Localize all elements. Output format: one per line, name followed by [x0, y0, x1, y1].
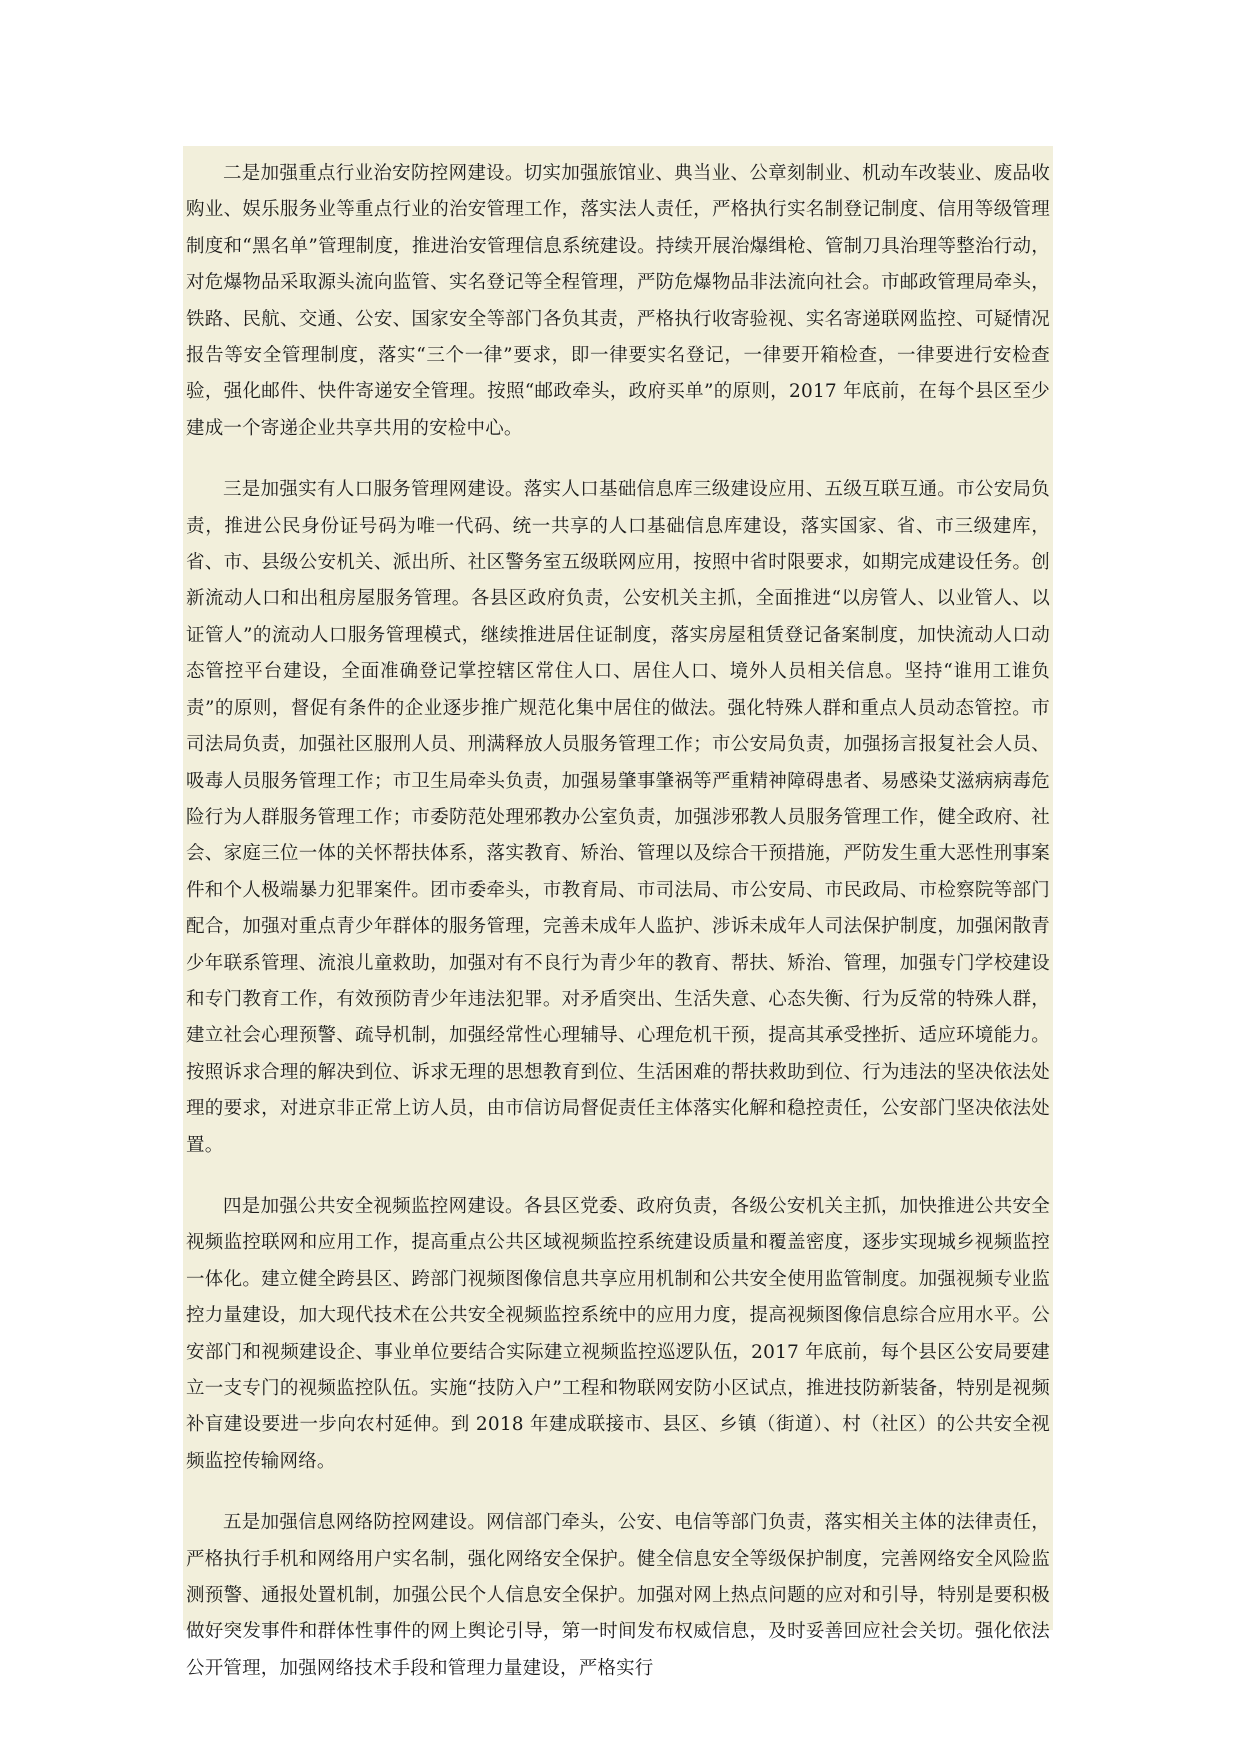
- paragraph-network-security: 五是加强信息网络防控网建设。网信部门牵头，公安、电信等部门负责，落实相关主体的法律责任，严格执行手机和网络用户实名制，强化网络安全保护。健全信息安全等级保护制度，完善网络安全风险监测预警、通报处置机制，加强公民个人信息安全保护。加强对网上热点问题的应对和引导，特别是要积极做好突发事件和群体性事件的网上舆论引导，第一时间发布权威信息，及时妥善回应社会关切。强化依法公开管理，加强网络技术手段和管理力量建设，严格实行: [186, 1512, 1050, 1679]
- paragraph-population-management: 三是加强实有人口服务管理网建设。落实人口基础信息库三级建设应用、五级互联互通。市公安局负责，推进公民身份证号码为唯一代码、统一共享的人口基础信息库建设，落实国家、省、市三级建库，省、市、县级公安机关、派出所、社区警务室五级联网应用，按照中省时限要求，如期完成建设任务。创新流动人口和出租房屋服务管理。各县区政府负责，公安机关主抓，全面推进“以房管人、以业管人、以证管人”的流动人口服务管理模式，继续推进居住证制度，落实房屋租赁登记备案制度，加快流动人口动态管控平台建设，全面准确登记掌控辖区常住人口、居住人口、境外人员相关信息。坚持“谁用工谁负责”的原则，督促有条件的企业逐步推广规范化集中居住的做法。强化特殊人群和重点人员动态管控。市司法局负责，加强社区服刑人员、刑满释放人员服务管理工作；市公安局负责，加强扬言报复社会人员、吸毒人员服务管理工作；市卫生局牵头负责，加强易肇事肇祸等严重精神障碍患者、易感染艾滋病病毒危险行为人群服务管理工作；市委防范处理邪教办公室负责，加强涉邪教人员服务管理工作，健全政府、社会、家庭三位一体的关怀帮扶体系，落实教育、矫治、管理以及综合干预措施，严防发生重大恶性刑事案件和个人极端暴力犯罪案件。团市委牵头，市教育局、市司法局、市公安局、市民政局、市检察院等部门配合，加强对重点青少年群体的服务管理，完善未成年人监护、涉诉未成年人司法保护制度，加强闲散青少年联系管理、流浪儿童救助，加强对有不良行为青少年的教育、帮扶、矫治、管理，加强专门学校建设和专门教育工作，有效预防青少年违法犯罪。对矛盾突出、生活失意、心态失衡、行为反常的特殊人群，建立社会心理预警、疏导机制，加强经常性心理辅导、心理危机干预，提高其承受挫折、适应环境能力。按照诉求合理的解决到位、诉求无理的思想教育到位、生活困难的帮扶救助到位、行为违法的坚决依法处理的要求，对进京非正常上访人员，由市信访局督促责任主体落实化解和稳控责任，公安部门坚决依法处置。: [186, 479, 1050, 1156]
- text-panel: [183, 146, 1053, 1679]
- paragraph-key-industry-security: 二是加强重点行业治安防控网建设。切实加强旅馆业、典当业、公章刻制业、机动车改装业、废品收购业、娱乐服务业等重点行业的治安管理工作，落实法人责任，严格执行实名制登记制度、信用等级管理制度和“黑名单”管理制度，推进治安管理信息系统建设。持续开展治爆缉枪、管制刀具治理等整治行动，对危爆物品采取源头流向监管、实名登记等全程管理，严防危爆物品非法流向社会。市邮政管理局牵头，铁路、民航、交通、公安、国家安全等部门各负其责，严格执行收寄验视、实名寄递联网监控、可疑情况报告等安全管理制度，落实“三个一律”要求，即一律要实名登记，一律要开箱检查，一律要进行安检查验，强化邮件、快件寄递安全管理。按照“邮政牵头，政府买单”的原则，2017 年底前，在每个县区至少建成一个寄递企业共享共用的安检中心。: [186, 163, 1050, 439]
- paragraph-video-surveillance: 四是加强公共安全视频监控网建设。各县区党委、政府负责，各级公安机关主抓，加快推进公共安全视频监控联网和应用工作，提高重点公共区域视频监控系统建设质量和覆盖密度，逐步实现城乡视频监控一体化。建立健全跨县区、跨部门视频图像信息共享应用机制和公共安全使用监管制度。加强视频专业监控力量建设，加大现代技术在公共安全视频监控系统中的应用力度，提高视频图像信息综合应用水平。公安部门和视频建设企、事业单位要结合实际建立视频监控巡逻队伍，2017 年底前，每个县区公安局要建立一支专门的视频监控队伍。实施“技防入户”工程和物联网安防小区试点，推进技防新装备，特别是视频补盲建设要进一步向农村延伸。到 2018 年建成联接市、县区、乡镇（街道）、村（社区）的公共安全视频监控传输网络。: [186, 1195, 1050, 1472]
